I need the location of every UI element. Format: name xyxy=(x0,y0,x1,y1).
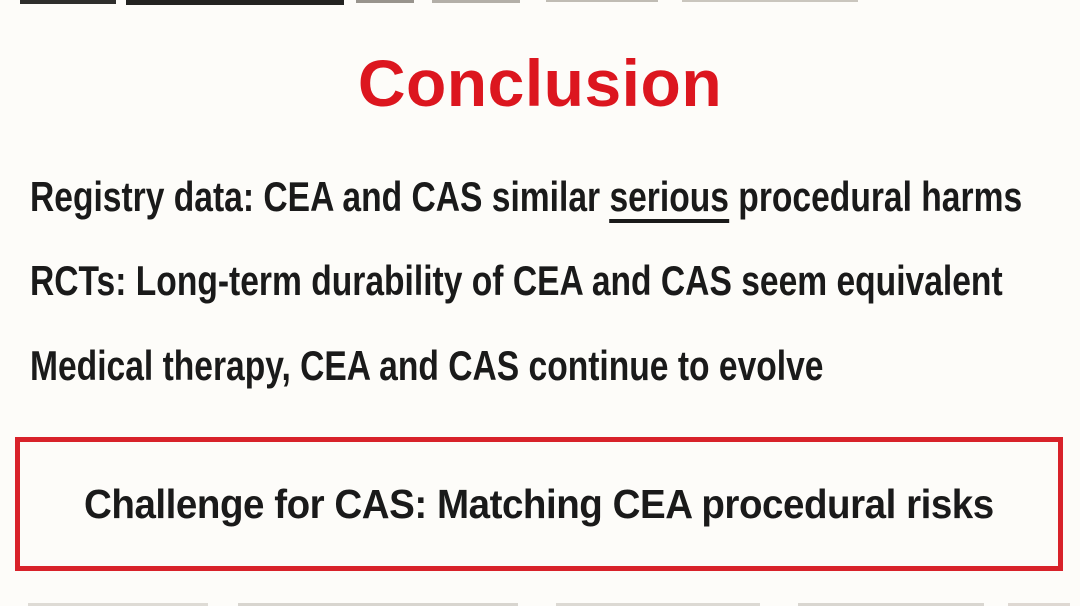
artifact-dash xyxy=(432,0,520,3)
bullet-medical-therapy: Medical therapy, CEA and CAS continue to evolve xyxy=(30,342,824,389)
artifact-dash xyxy=(126,0,344,5)
challenge-callout-box xyxy=(15,437,1063,571)
artifact-dash xyxy=(546,0,658,2)
bullet-registry-data xyxy=(30,174,1022,223)
artifact-dash xyxy=(20,0,116,4)
slide-title: Conclusion xyxy=(357,46,723,120)
artifact-dash xyxy=(356,0,414,3)
artifact-dash xyxy=(682,0,858,2)
bullet-text-pre: Registry data: CEA and CAS similar xyxy=(30,173,610,220)
bullet-text-post: procedural harms xyxy=(728,173,1023,220)
underlined-word: serious xyxy=(609,177,729,223)
challenge-callout-text: Challenge for CAS: Matching CEA procedural risks xyxy=(84,481,994,527)
bullet-rcts: RCTs: Long-term durability of CEA and CAS seem equivalent xyxy=(30,257,1003,304)
